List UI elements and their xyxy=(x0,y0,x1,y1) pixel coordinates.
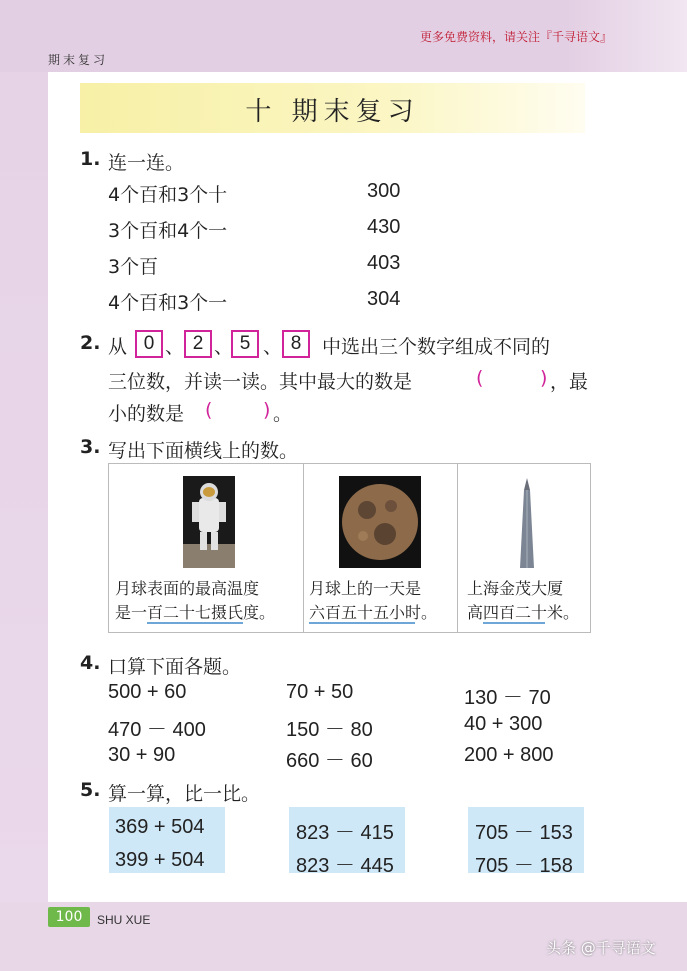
page-title: 十 期末复习 xyxy=(245,97,420,127)
q2-from: 从 xyxy=(108,336,128,358)
oral-calc-item: 500 + 60 xyxy=(108,681,187,703)
oral-calc-item: 470 － 400 xyxy=(108,719,206,741)
compare-calc-item: 823 － 445 xyxy=(296,855,394,877)
answer-blank-close: ) xyxy=(540,367,548,389)
watermark: 头条 @千寻语文 xyxy=(546,939,656,957)
q1-right-item: 304 xyxy=(367,288,401,310)
digit-box: 2 xyxy=(184,330,212,358)
q2-line3-tail: 。 xyxy=(273,403,293,425)
q1-left-item: 3个百和4个一 xyxy=(108,220,228,242)
left-band xyxy=(0,72,48,902)
q4-number: 4. xyxy=(80,652,101,674)
answer-blank-open: ( xyxy=(205,399,213,421)
digit-box: 0 xyxy=(135,330,163,358)
q2-separator: 、 xyxy=(263,336,283,358)
q1-left-item: 4个百和3个十 xyxy=(108,184,228,206)
q1-number: 1. xyxy=(80,148,101,170)
compare-calc-item: 823 － 415 xyxy=(296,822,394,844)
picture-cell xyxy=(303,464,458,632)
picture-cell xyxy=(457,464,590,632)
title-bar xyxy=(80,83,585,133)
page-number: 100 xyxy=(48,907,90,927)
oral-calc-item: 130 － 70 xyxy=(464,687,551,709)
compare-calc-item: 369 + 504 xyxy=(115,816,205,838)
answer-blank-close: ) xyxy=(263,399,271,421)
q2-line2-text: 三位数，并读一读。其中最大的数是 xyxy=(108,371,413,393)
moon-image xyxy=(339,476,421,568)
section-label: 期末复习 xyxy=(48,53,109,67)
digit-box: 8 xyxy=(282,330,310,358)
picture-caption: 是一百二十七摄氏度。 xyxy=(115,603,276,622)
compare-calc-item: 705 － 153 xyxy=(475,822,573,844)
q2-line1-text: 中选出三个数字组成不同的 xyxy=(322,336,551,358)
q1-right-item: 300 xyxy=(367,180,401,202)
picture-caption: 月球上的一天是 xyxy=(309,579,422,598)
q1-right-item: 430 xyxy=(367,216,401,238)
q3-number: 3. xyxy=(80,436,101,458)
q2-number: 2. xyxy=(80,332,101,354)
picture-cell xyxy=(109,464,304,632)
picture-caption: 高四百二十米。 xyxy=(467,603,580,622)
astronaut-image xyxy=(183,476,235,568)
picture-caption: 上海金茂大厦 xyxy=(467,579,564,598)
answer-blank-open: ( xyxy=(476,367,484,389)
compare-calc-item: 399 + 504 xyxy=(115,849,205,871)
q1-prompt: 连一连。 xyxy=(108,152,185,174)
q2-separator: 、 xyxy=(214,336,234,358)
oral-calc-item: 30 + 90 xyxy=(108,744,176,766)
compare-calc-item: 705 － 158 xyxy=(475,855,573,877)
q5-number: 5. xyxy=(80,779,101,801)
q3-prompt: 写出下面横线上的数。 xyxy=(108,440,299,462)
q5-prompt: 算一算，比一比。 xyxy=(108,783,261,805)
oral-calc-item: 660 － 60 xyxy=(286,750,373,772)
q2-separator: 、 xyxy=(165,336,185,358)
oral-calc-item: 200 + 800 xyxy=(464,744,554,766)
picture-caption: 六百五十五小时。 xyxy=(309,603,438,622)
q1-left-item: 4个百和3个一 xyxy=(108,292,228,314)
oral-calc-item: 40 + 300 xyxy=(464,713,543,735)
blank-underline xyxy=(147,622,243,624)
q2-line2-tail: ，最 xyxy=(550,371,589,393)
picture-table xyxy=(108,463,591,633)
oral-calc-item: 70 + 50 xyxy=(286,681,354,703)
footer-label: SHU XUE xyxy=(97,913,151,927)
digit-box: 5 xyxy=(231,330,259,358)
q4-prompt: 口算下面各题。 xyxy=(108,656,242,678)
q1-left-item: 3个百 xyxy=(108,256,159,278)
tower-image xyxy=(509,476,545,568)
picture-caption: 月球表面的最高温度 xyxy=(115,579,260,598)
header-note: 更多免费资料，请关注『千寻语文』 xyxy=(420,30,613,44)
blank-underline xyxy=(483,622,545,624)
q1-right-item: 403 xyxy=(367,252,401,274)
blank-underline xyxy=(309,622,415,624)
q2-line3-text: 小的数是 xyxy=(108,403,185,425)
oral-calc-item: 150 － 80 xyxy=(286,719,373,741)
